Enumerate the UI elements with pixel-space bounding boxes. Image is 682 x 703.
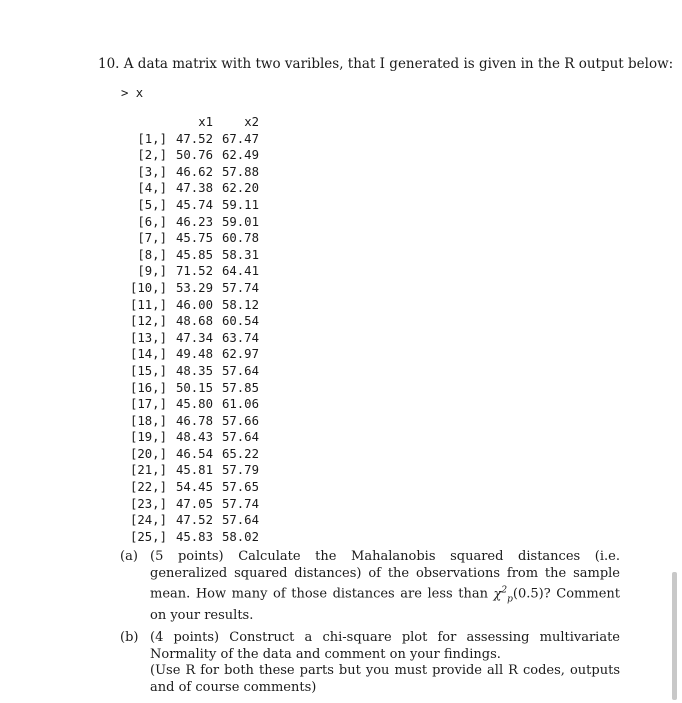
row-index: [2,]	[137, 148, 167, 163]
cell-x1: 47.05	[175, 496, 213, 511]
table-row	[121, 297, 259, 314]
cell-x1: 45.80	[175, 397, 213, 412]
row-index: [19,]	[129, 430, 167, 445]
table-row	[121, 164, 259, 181]
table-row	[121, 280, 259, 297]
row-index: [9,]	[137, 264, 167, 279]
table-row	[121, 230, 259, 247]
cell-x1: 48.43	[175, 430, 213, 445]
cell-x2: 57.74	[221, 496, 259, 511]
table-header-row	[121, 114, 259, 131]
part-b-text	[150, 630, 620, 696]
part-a	[120, 549, 620, 624]
table-row	[121, 363, 259, 380]
cell-x2: 58.12	[221, 297, 259, 312]
row-index: [12,]	[129, 314, 167, 329]
row-index: [6,]	[137, 214, 167, 229]
row-index: [3,]	[137, 164, 167, 179]
cell-x1: 50.76	[175, 148, 213, 163]
row-index: [24,]	[129, 513, 167, 528]
row-index: [16,]	[129, 380, 167, 395]
part-a-text-after: ? Comment on your results.	[150, 586, 620, 623]
part-b-instruction: (4 points) Construct a chi-square plot for assessing multivariate Normality of the data and comment on your findings.	[150, 630, 620, 662]
table-row	[121, 512, 259, 529]
cell-x1: 46.23	[175, 214, 213, 229]
chi-subscript: p	[507, 594, 513, 605]
table-row	[121, 330, 259, 347]
cell-x2: 59.01	[221, 214, 259, 229]
vertical-scrollbar[interactable]	[672, 572, 677, 700]
cell-x2: 62.97	[221, 347, 259, 362]
table-row	[121, 214, 259, 231]
column-header-x1: x1	[198, 115, 213, 129]
table-row	[121, 346, 259, 363]
row-index: [7,]	[137, 231, 167, 246]
cell-x1: 45.85	[175, 247, 213, 262]
cell-x1: 46.54	[175, 446, 213, 461]
part-b-label: (b)	[120, 630, 139, 646]
table-row	[121, 446, 259, 463]
row-index: [1,]	[137, 131, 167, 146]
table-row	[121, 131, 259, 148]
cell-x1: 45.83	[175, 529, 213, 544]
r-command: > x	[121, 86, 144, 100]
row-index: [14,]	[129, 347, 167, 362]
cell-x1: 48.68	[175, 314, 213, 329]
question-title: 10. A data matrix with two varibles, that I generated is given in the R output below:	[98, 56, 674, 72]
cell-x1: 47.34	[175, 330, 213, 345]
table-row	[121, 380, 259, 397]
row-index: [13,]	[129, 330, 167, 345]
cell-x2: 62.20	[221, 181, 259, 196]
cell-x2: 62.49	[221, 148, 259, 163]
part-a-label: (a)	[120, 549, 138, 564]
row-index: [21,]	[129, 463, 167, 478]
table-row	[121, 247, 259, 264]
table-row	[121, 429, 259, 446]
row-index: [18,]	[129, 413, 167, 428]
cell-x2: 57.79	[221, 463, 259, 478]
cell-x1: 50.15	[175, 380, 213, 395]
cell-x2: 57.64	[221, 430, 259, 445]
r-output-table	[121, 114, 259, 545]
table-row	[121, 147, 259, 164]
row-index: [15,]	[129, 363, 167, 378]
cell-x1: 47.52	[175, 131, 213, 146]
cell-x2: 57.66	[221, 413, 259, 428]
row-index: [22,]	[129, 480, 167, 495]
cell-x1: 46.00	[175, 297, 213, 312]
cell-x1: 49.48	[175, 347, 213, 362]
table-row	[121, 313, 259, 330]
table-row	[121, 180, 259, 197]
cell-x2: 61.06	[221, 397, 259, 412]
row-index: [20,]	[129, 446, 167, 461]
question-parts	[120, 549, 620, 703]
cell-x1: 45.74	[175, 197, 213, 212]
table-row	[121, 529, 259, 546]
row-index: [10,]	[129, 280, 167, 295]
table-row	[121, 263, 259, 280]
table-row	[121, 197, 259, 214]
table-row	[121, 413, 259, 430]
column-header-x2: x2	[244, 115, 259, 129]
cell-x2: 64.41	[221, 264, 259, 279]
cell-x2: 57.74	[221, 280, 259, 295]
row-index: [8,]	[137, 247, 167, 262]
cell-x1: 45.75	[175, 231, 213, 246]
cell-x2: 57.64	[221, 513, 259, 528]
cell-x2: 60.54	[221, 314, 259, 329]
row-index: [17,]	[129, 397, 167, 412]
cell-x1: 48.35	[175, 363, 213, 378]
cell-x1: 46.78	[175, 413, 213, 428]
row-index: [5,]	[137, 197, 167, 212]
cell-x2: 60.78	[221, 231, 259, 246]
cell-x1: 54.45	[175, 480, 213, 495]
row-index: [11,]	[129, 297, 167, 312]
cell-x2: 58.31	[221, 247, 259, 262]
part-a-text	[150, 549, 620, 624]
chi-argument: (0.5)	[512, 586, 544, 602]
part-b	[120, 630, 620, 696]
row-index: [25,]	[129, 529, 167, 544]
chi-symbol: χ	[493, 586, 502, 602]
cell-x1: 53.29	[175, 280, 213, 295]
chi-square-expression	[493, 585, 513, 605]
cell-x1: 47.38	[175, 181, 213, 196]
cell-x1: 45.81	[175, 463, 213, 478]
table-row	[121, 496, 259, 513]
part-b-note: (Use R for both these parts but you must provide all R codes, outputs and of course comments)	[150, 663, 620, 696]
cell-x2: 57.88	[221, 164, 259, 179]
cell-x2: 63.74	[221, 330, 259, 345]
cell-x2: 65.22	[221, 446, 259, 461]
part-a-text-before: (5 points) Calculate the Mahalanobis squared distances (i.e. generalized squared distances) of the observations from the sample mean. How many of those distances are less than	[150, 549, 620, 602]
table-row	[121, 462, 259, 479]
cell-x2: 67.47	[221, 131, 259, 146]
cell-x1: 47.52	[175, 513, 213, 528]
row-index: [23,]	[129, 496, 167, 511]
cell-x1: 71.52	[175, 264, 213, 279]
cell-x1: 46.62	[175, 164, 213, 179]
chi-superscript: 2	[501, 585, 508, 596]
cell-x2: 57.64	[221, 363, 259, 378]
cell-x2: 59.11	[221, 197, 259, 212]
cell-x2: 57.85	[221, 380, 259, 395]
table-body	[121, 131, 259, 546]
cell-x2: 57.65	[221, 480, 259, 495]
cell-x2: 58.02	[221, 529, 259, 544]
table-row	[121, 396, 259, 413]
row-index: [4,]	[137, 181, 167, 196]
table-row	[121, 479, 259, 496]
